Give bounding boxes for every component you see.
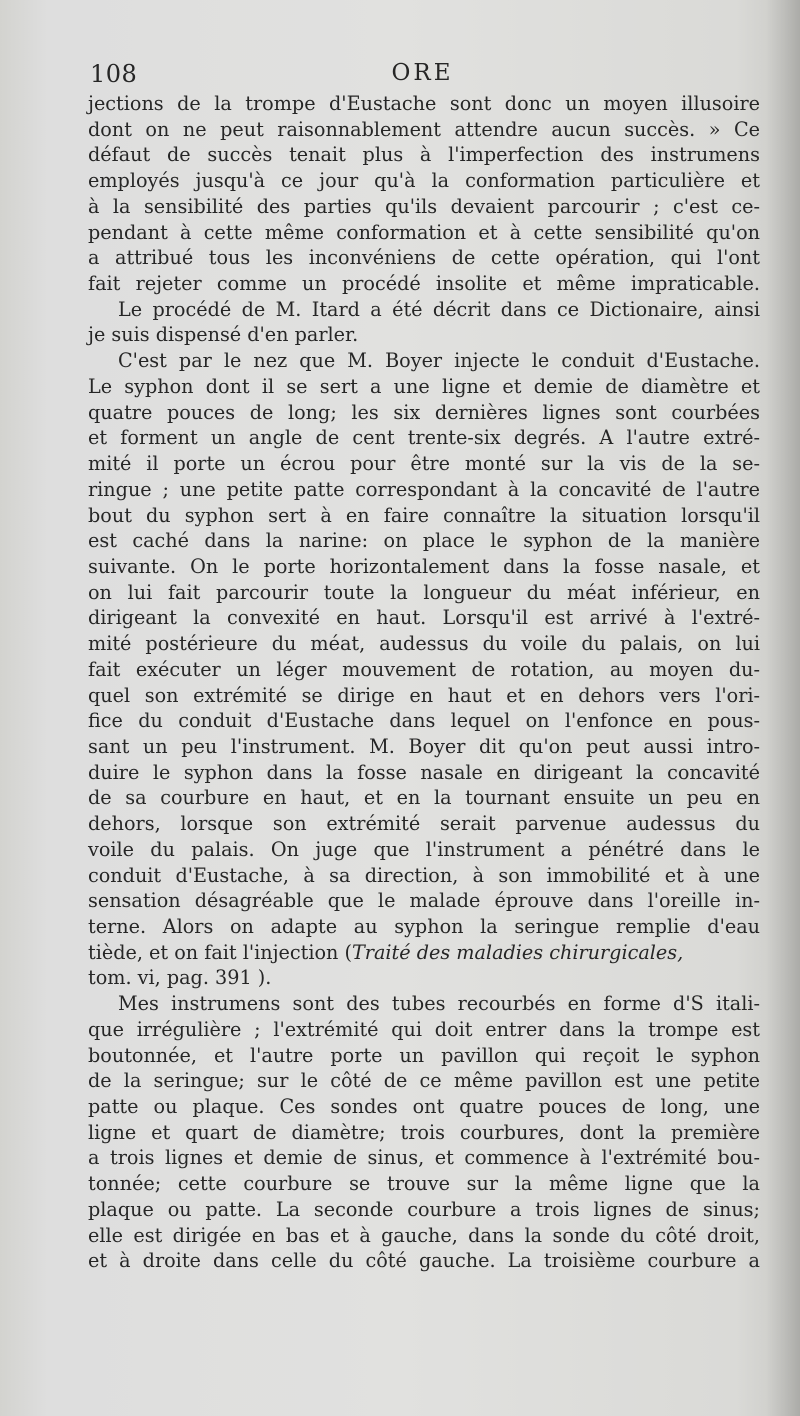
text-line: sensation désagréable que le malade éprouve dans l'oreille in- [88, 889, 760, 913]
text-line: dirigeant la convexité en haut. Lorsqu'il est arrivé à l'extré- [88, 606, 760, 630]
page-edge-shadow [766, 0, 800, 1416]
text-line: Le syphon dont il se sert a une ligne et demie de diamètre et [88, 374, 760, 398]
text-line: pendant à cette même conformation et à cette sensibilité qu'on [88, 220, 760, 244]
text-line: mité il porte un écrou pour être monté sur la vis de la se- [88, 452, 760, 476]
text-segment: tiède, et on fait l'injection ( [88, 940, 352, 964]
text-line: jections de la trompe d'Eustache sont donc un moyen illusoire [88, 92, 760, 115]
text-line: de sa courbure en haut, et en la tournant ensuite un peu en [88, 786, 760, 810]
text-line: fait rejeter comme un procédé insolite et même impraticable. [88, 272, 760, 296]
text-line: tom. vi, pag. 391 ). [88, 966, 272, 990]
text-line: tonnée; cette courbure se trouve sur la même ligne que la [88, 1172, 760, 1196]
text-line: ligne et quart de diamètre; trois courbures, dont la première [88, 1120, 760, 1144]
text-line-with-citation [88, 940, 760, 966]
running-head: ORE [391, 60, 454, 86]
text-line: ringue ; une petite patte correspondant à la concavité de l'autre [88, 477, 760, 501]
text-line: sant un peu l'instrument. M. Boyer dit qu'on peut aussi intro- [88, 734, 760, 758]
text-line: je suis dispensé d'en parler. [88, 323, 359, 347]
text-line: quatre pouces de long; les six dernières lignes sont courbées [88, 400, 760, 424]
text-line: on lui fait parcourir toute la longueur du méat inférieur, en [88, 580, 760, 604]
text-line: boutonnée, et l'autre porte un pavillon qui reçoit le syphon [88, 1043, 760, 1067]
text-line: à la sensibilité des parties qu'ils devaient parcourir ; c'est ce- [88, 194, 760, 218]
citation-title: Traité des maladies chirurgicales, [352, 940, 684, 964]
text-line: a trois lignes et demie de sinus, et commence à l'extrémité bou- [88, 1146, 760, 1170]
text-line: que irrégulière ; l'extrémité qui doit entrer dans la trompe est [88, 1017, 760, 1041]
page-number: 108 [90, 60, 138, 88]
text-line: et à droite dans celle du côté gauche. La troisième courbure a [88, 1249, 760, 1273]
text-line: a attribué tous les inconvéniens de cette opération, qui l'ont [88, 246, 760, 270]
text-line: suivante. On le porte horizontalement dans la fosse nasale, et [88, 554, 760, 578]
text-line: dont on ne peut raisonnablement attendre aucun succès. » Ce [88, 117, 760, 141]
text-line: C'est par le nez que M. Boyer injecte le conduit d'Eustache. [118, 349, 760, 373]
text-line: de la seringue; sur le côté de ce même pavillon est une petite [88, 1069, 760, 1093]
text-line: fait exécuter un léger mouvement de rotation, au moyen du- [88, 657, 760, 681]
text-line: employés jusqu'à ce jour qu'à la conformation particulière et [88, 169, 760, 193]
text-line: quel son extrémité se dirige en haut et en dehors vers l'ori- [88, 683, 760, 707]
page-header [90, 60, 755, 94]
text-line: Mes instrumens sont des tubes recourbés en forme d'S itali- [118, 992, 760, 1016]
text-line: et forment un angle de cent trente-six degrés. A l'autre extré- [88, 426, 760, 450]
body-text [88, 91, 760, 1274]
text-line: Le procédé de M. Itard a été décrit dans ce Dictionaire, ainsi [118, 297, 760, 321]
text-line: fice du conduit d'Eustache dans lequel on l'enfonce en pous- [88, 709, 760, 733]
text-line: dehors, lorsque son extrémité serait parvenue audessus du [88, 812, 760, 836]
text-line: mité postérieure du méat, audessus du voile du palais, on lui [88, 632, 760, 656]
text-line: voile du palais. On juge que l'instrument a pénétré dans le [88, 837, 760, 861]
text-line: patte ou plaque. Ces sondes ont quatre pouces de long, une [88, 1095, 760, 1119]
text-line: terne. Alors on adapte au syphon la seringue remplie d'eau [88, 915, 760, 938]
text-line: elle est dirigée en bas et à gauche, dans la sonde du côté droit, [88, 1223, 760, 1247]
text-line: est caché dans la narine: on place le syphon de la manière [88, 529, 760, 553]
text-line: duire le syphon dans la fosse nasale en dirigeant la concavité [88, 760, 760, 784]
text-line: bout du syphon sert à en faire connaître la situation lorsqu'il [88, 503, 760, 527]
text-line: conduit d'Eustache, à sa direction, à son immobilité et à une [88, 863, 760, 887]
text-line: défaut de succès tenait plus à l'imperfection des instrumens [88, 143, 760, 167]
text-line: plaque ou patte. La seconde courbure a trois lignes de sinus; [88, 1197, 760, 1221]
